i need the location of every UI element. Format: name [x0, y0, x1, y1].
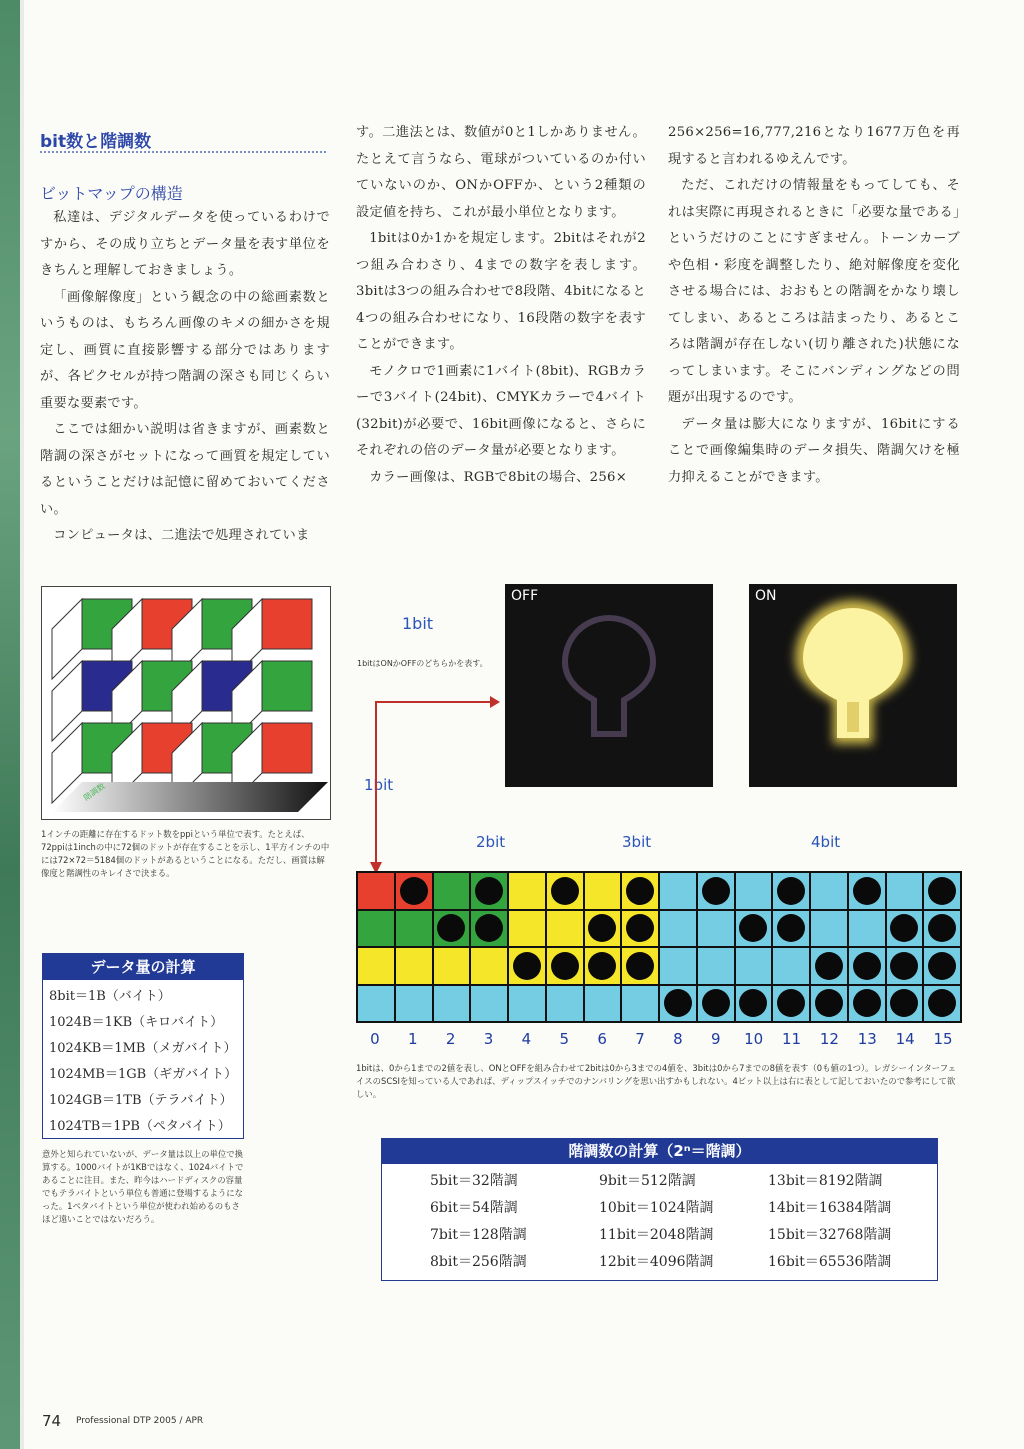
off-label: OFF	[511, 588, 539, 604]
bit-cell	[736, 911, 772, 947]
bit-on-dot	[928, 989, 956, 1017]
bit-cell	[509, 948, 545, 984]
value-number: 5	[559, 1030, 570, 1048]
bit-cell	[887, 911, 923, 947]
data-table-row: 1024TB＝1PB（ペタバイト）	[49, 1119, 231, 1134]
gradation-cell: 14bit＝16384階調	[768, 1200, 892, 1216]
col2-paragraph: 1bitは0か1かを規定します。2bitはそれが2つ組み合わさり、4までの数字を表します。3bitは3つの組み合わせで8段階、4bitになると4つの組み合わせになり、16段階の数字を表すことができます。	[356, 231, 646, 352]
bit-on-dot	[777, 914, 805, 942]
bit-cell	[736, 986, 772, 1022]
col2-paragraph: す。二進法とは、数値が0と1しかありません。たとえて言うなら、電球がついているのか付いていないのか、ONかOFFか、という2種類の設定値を持ち、これが最小単位となります。	[356, 125, 646, 220]
page-edge-strip	[0, 0, 22, 1449]
note-1bit: 1bitはONかOFFのどちらかを表す。	[357, 659, 488, 668]
pixel-figure-caption: 1インチの距離に存在するドット数をppiという単位で表す。たとえば、72ppiは1inchの中に72個のドットが存在することを示し、1平方インチの中には72×72＝5184個のドットがあるということになる。ただし、画質は解像度と階調性のキレイさで決まる。	[41, 829, 330, 878]
pixel-figure	[41, 586, 331, 820]
bit-on-dot	[815, 952, 843, 980]
bit-cell	[887, 986, 923, 1022]
bit-cell	[434, 873, 470, 909]
pixel-face	[262, 599, 312, 649]
gradation-label: 階調数	[81, 781, 107, 803]
bit-cell	[547, 948, 583, 984]
bit-cell	[358, 986, 394, 1022]
bit-on-dot	[551, 877, 579, 905]
bit-on-dot	[626, 952, 654, 980]
bit-cell	[773, 911, 809, 947]
bit-on-dot	[777, 877, 805, 905]
bit-grid	[356, 871, 962, 1023]
bit-on-dot	[702, 877, 730, 905]
bit-on-dot	[475, 877, 503, 905]
arrows	[350, 690, 510, 880]
gradation-cell: 5bit＝32階調	[430, 1173, 518, 1189]
data-table-row: 1024KB＝1MB（メガバイト）	[49, 1041, 237, 1056]
bit-cell	[509, 911, 545, 947]
data-table-row: 1024MB＝1GB（ギガバイト）	[49, 1067, 238, 1082]
magazine-footer: Professional DTP 2005 / APR	[76, 1416, 204, 1426]
gradation-cell: 13bit＝8192階調	[768, 1173, 883, 1189]
bit-cell	[887, 948, 923, 984]
on-panel	[749, 584, 957, 787]
value-number: 7	[635, 1030, 645, 1048]
bit-cell	[396, 986, 432, 1022]
bit-on-dot	[815, 989, 843, 1017]
bit-cell	[660, 986, 696, 1022]
bit-cell	[811, 948, 847, 984]
bit-cell	[698, 873, 734, 909]
value-number: 1	[408, 1030, 418, 1048]
bit-cell	[924, 911, 960, 947]
bit-on-dot	[475, 914, 503, 942]
data-table-row: 1024GB＝1TB（テラバイト）	[49, 1093, 233, 1108]
page-number: 74	[42, 1412, 62, 1430]
gradation-cell: 15bit＝32768階調	[768, 1227, 892, 1243]
bit-on-dot	[928, 952, 956, 980]
bit-cell	[773, 986, 809, 1022]
gradation-row	[430, 1195, 937, 1222]
on-label: ON	[755, 588, 777, 604]
bit-cell	[887, 873, 923, 909]
bit-cell	[434, 986, 470, 1022]
label-2bit: 2bit	[476, 833, 506, 851]
gradation-cell: 11bit＝2048階調	[599, 1227, 714, 1243]
bit-on-dot	[588, 914, 616, 942]
bit-cell	[622, 873, 658, 909]
col1-paragraph: ここでは細かい説明は省きますが、画素数と階調の深さがセットになって画質を規定しているということだけは記憶に留めておいてください。	[40, 422, 330, 517]
bit-cell	[924, 873, 960, 909]
bit-on-dot	[588, 952, 616, 980]
bit-cell	[434, 911, 470, 947]
bit-cell	[358, 911, 394, 947]
col1-paragraph: 「画像解像度」という観念の中の総画素数というものは、もちろん画像のキメの細かさを規定し、画質に直接影響する部分ではありますが、各ピクセルが持つ階調の深さも同じくらい重要な要素です。	[40, 289, 330, 411]
bit-cell	[736, 873, 772, 909]
value-number: 10	[744, 1030, 764, 1048]
bit-cell	[509, 986, 545, 1022]
bit-on-dot	[928, 877, 956, 905]
bit-cell	[773, 948, 809, 984]
col3-paragraph: ただ、これだけの情報量をもってしても、それは実際に再現されるときに「必要な量である」というだけのことにすぎません。トーンカーブや色相・彩度を調整したり、絶対解像度を変化させる場合には、おおもとの階調をかなり壊してしまい、あるところは詰まったり、あるところは階調が存在しない(切り離された)状態になってしまいます。そこにバンディングなどの問題が出現するのです。	[668, 178, 960, 405]
gradation-row	[430, 1168, 937, 1195]
bit-on-dot	[551, 952, 579, 980]
section-title: bit数と階調数	[40, 132, 152, 152]
gradation-row	[430, 1249, 937, 1276]
bit-on-dot	[890, 914, 918, 942]
bit-cell	[924, 986, 960, 1022]
column-1	[40, 205, 330, 550]
bit-cell	[811, 986, 847, 1022]
col3-paragraph: 256×256=16,777,216となり1677万色を再現すると言われるゆえんです。	[668, 125, 960, 167]
label-1bit-side: 1bit	[364, 776, 394, 794]
bulb-off-icon	[505, 584, 713, 787]
col2-paragraph: カラー画像は、RGBで8bitの場合、256×	[369, 469, 628, 485]
bit-cell	[471, 948, 507, 984]
value-number: 3	[483, 1030, 494, 1048]
bit-cell	[849, 911, 885, 947]
col2-paragraph: モノクロで1画素に1バイト(8bit)、RGBカラーで3バイト(24bit)、CMYKカラーで4バイト(32bit)が必要で、16bit画像になると、さらにそれぞれの倍のデータ量が必要となります。	[356, 363, 646, 458]
bit-cell	[358, 873, 394, 909]
bit-on-dot	[400, 877, 428, 905]
bulb-on-icon	[749, 584, 957, 787]
gradation-cell: 9bit＝512階調	[599, 1173, 696, 1189]
bit-cell	[622, 948, 658, 984]
data-table-note: 意外と知られていないが、データ量は以上の単位で換算する。1000バイトが1KBではなく、1024バイトであることに注目。また、昨今はハードディスクの容量でもテラバイトという単位も普通に登場するようになった。1ペタバイトという単位が使われ始めるのもさほど遠いことではないだろう。	[42, 1149, 244, 1224]
bit-on-dot	[853, 989, 881, 1017]
value-number: 0	[370, 1030, 380, 1048]
bit-on-dot	[777, 989, 805, 1017]
bit-cell	[396, 873, 432, 909]
bit-on-dot	[928, 914, 956, 942]
pixel-cubes-illustration	[42, 587, 330, 819]
bit-cell	[736, 948, 772, 984]
bit-cell	[849, 986, 885, 1022]
bit-cell	[849, 948, 885, 984]
bit-cell	[547, 911, 583, 947]
bit-cell	[396, 948, 432, 984]
value-number: 9	[711, 1030, 721, 1048]
value-number: 11	[782, 1030, 802, 1048]
label-4bit: 4bit	[811, 833, 841, 851]
data-amount-table	[42, 953, 244, 1139]
gradation-cell: 16bit＝65536階調	[768, 1254, 892, 1270]
gradation-cell: 8bit＝256階調	[430, 1254, 527, 1270]
bit-cell	[547, 873, 583, 909]
label-1bit-top: 1bit	[402, 614, 434, 633]
bit-cell	[547, 986, 583, 1022]
value-numbers	[356, 1030, 962, 1048]
data-table-title: データ量の計算	[43, 954, 243, 980]
arrow-line	[376, 702, 490, 870]
value-number: 13	[857, 1030, 877, 1048]
bit-cell	[660, 873, 696, 909]
bit-on-dot	[626, 914, 654, 942]
value-number: 6	[597, 1030, 607, 1048]
value-number: 8	[673, 1030, 683, 1048]
section-divider	[40, 151, 326, 153]
value-number: 12	[819, 1030, 839, 1048]
col1-paragraph: 私達は、デジタルデータを使っているわけですから、その成り立ちとデータ量を表す単位をきちんと理解しておきましょう。	[40, 210, 330, 278]
bit-on-dot	[739, 914, 767, 942]
bit-cell	[396, 911, 432, 947]
bit-cell	[849, 873, 885, 909]
value-number: 2	[445, 1030, 456, 1048]
gradation-cell: 10bit＝1024階調	[599, 1200, 714, 1216]
bit-on-dot	[702, 989, 730, 1017]
bit-cell	[811, 873, 847, 909]
bit-cell	[773, 873, 809, 909]
arrow-head-right	[490, 696, 500, 708]
bit-cell	[471, 911, 507, 947]
gradation-row	[430, 1222, 937, 1249]
bit-cell	[585, 873, 621, 909]
bit-cell	[585, 911, 621, 947]
bit-on-dot	[853, 952, 881, 980]
data-table-row: 1024B＝1KB（キロバイト）	[49, 1015, 224, 1030]
bit-on-dot	[664, 989, 692, 1017]
off-panel	[505, 584, 713, 787]
value-number: 15	[933, 1030, 953, 1048]
bit-cell	[698, 948, 734, 984]
bit-on-dot	[739, 989, 767, 1017]
value-number: 14	[895, 1030, 915, 1048]
bit-on-dot	[626, 877, 654, 905]
bit-cell	[811, 911, 847, 947]
bit-cell	[509, 873, 545, 909]
bit-on-dot	[890, 952, 918, 980]
bit-on-dot	[437, 914, 465, 942]
bit-cell	[698, 911, 734, 947]
bit-on-dot	[890, 989, 918, 1017]
gradation-cell: 12bit＝4096階調	[599, 1254, 714, 1270]
bit-on-dot	[513, 952, 541, 980]
pixel-face	[262, 723, 312, 773]
bit-cell	[622, 911, 658, 947]
bit-cell	[622, 986, 658, 1022]
bit-cell	[585, 986, 621, 1022]
bit-cell	[660, 948, 696, 984]
bit-cell	[471, 873, 507, 909]
gradation-cell: 6bit＝54階調	[430, 1200, 518, 1216]
gradation-cell: 7bit＝128階調	[430, 1227, 527, 1243]
column-2	[356, 120, 646, 491]
col3-paragraph: データ量は膨大になりますが、16bitにすることで画像編集時のデータ損失、階調欠けを極力抑えることができます。	[668, 416, 960, 485]
bit-cell	[585, 948, 621, 984]
bit-on-dot	[853, 877, 881, 905]
col1-paragraph: コンピュータは、二進法で処理されていま	[53, 528, 310, 543]
gradation-table-title: 階調数の計算（2ⁿ＝階調）	[382, 1139, 937, 1164]
bit-cell	[660, 911, 696, 947]
bit-cell	[924, 948, 960, 984]
bit-cell	[471, 986, 507, 1022]
data-table-row: 8bit＝1B（バイト）	[49, 989, 171, 1004]
value-number: 4	[521, 1030, 532, 1048]
label-3bit: 3bit	[622, 833, 652, 851]
bit-cell	[358, 948, 394, 984]
bit-cell	[434, 948, 470, 984]
pixel-face	[262, 661, 312, 711]
gradation-table	[381, 1138, 938, 1281]
section-subtitle: ビットマップの構造	[40, 184, 183, 203]
bit-cell	[698, 986, 734, 1022]
bit-diagram-caption: 1bitは、0から1までの2値を表し、ONとOFFを組み合わせて2bitは0から3までの4値を、3bitは0から7までの8値を表す（0も値の1つ）。レガシーインターフェイスのSCSIを知っている人であれば、ディップスイッチでのナンバリングを思い出すかもしれない。4ビット以上は右に表として記しておいたので参考にして欲しい。	[356, 1063, 957, 1099]
column-3	[668, 120, 960, 491]
